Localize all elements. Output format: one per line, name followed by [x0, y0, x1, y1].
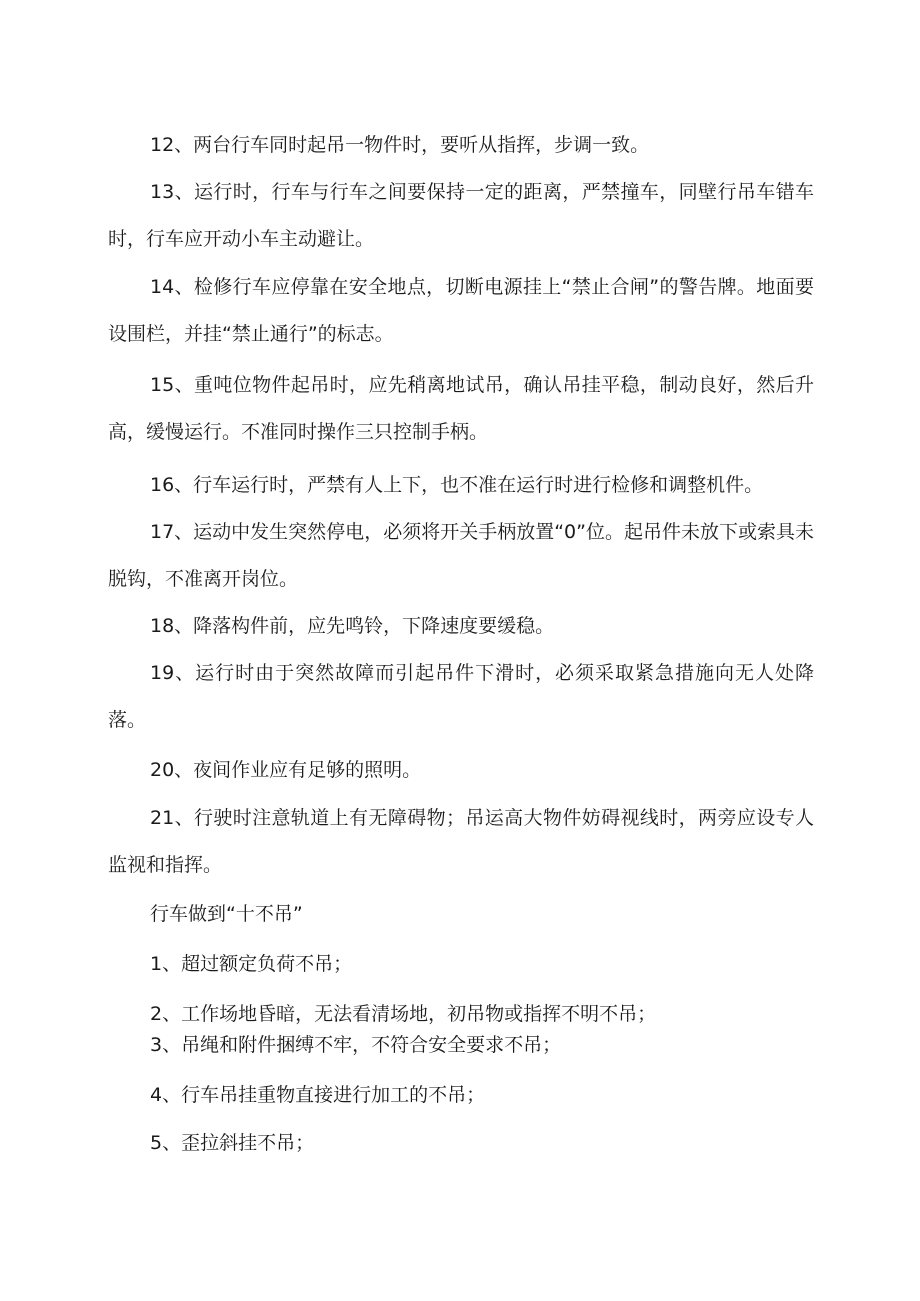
no-lift-item-4: 4、行车吊挂重物直接进行加工的不吊； [150, 1084, 486, 1106]
no-lift-item-1: 1、超过额定负荷不吊； [150, 953, 353, 975]
no-lift-item-3: 3、吊绳和附件捆缚不牢，不符合安全要求不吊； [150, 1034, 562, 1056]
rule-19: 19、运行时由于突然故障而引起吊件下滑时，必须采取紧急措施向无人处降落。 [108, 662, 814, 731]
rule-15: 15、重吨位物件起吊时，应先稍离地试吊，确认吊挂平稳，制动良好，然后升高，缓慢运行。不准同时操作三只控制手柄。 [108, 374, 814, 443]
rule-21: 21、行驶时注意轨道上有无障碍物；吊运高大物件妨碍视线时，两旁应设专人监视和指挥。 [108, 807, 814, 876]
rule-17: 17、运动中发生突然停电，必须将开关手柄放置“0”位。起吊件未放下或索具未脱钩，不准离开岗位。 [108, 521, 814, 590]
rule-18: 18、降落构件前，应先鸣铃，下降速度要缓稳。 [150, 615, 555, 637]
rule-12: 12、两台行车同时起吊一物件时，要听从指挥，步调一致。 [150, 134, 650, 156]
no-lift-item-5: 5、歪拉斜挂不吊； [150, 1132, 315, 1154]
no-lift-item-2: 2、工作场地昏暗，无法看清场地，初吊物或指挥不明不吊； [150, 1003, 657, 1025]
rule-20: 20、夜间作业应有足够的照明。 [150, 759, 422, 781]
rule-13: 13、运行时，行车与行车之间要保持一定的距离，严禁撞车，同壁行吊车错车时，行车应开动小车主动避让。 [108, 181, 814, 250]
rule-16: 16、行车运行时，严禁有人上下，也不准在运行时进行检修和调整机件。 [150, 474, 764, 496]
rule-14: 14、检修行车应停靠在安全地点，切断电源挂上“禁止合闸”的警告牌。地面要设围栏，并挂“禁止通行”的标志。 [108, 276, 814, 345]
section-heading-ten-no-lift: 行车做到“十不吊” [150, 903, 303, 925]
